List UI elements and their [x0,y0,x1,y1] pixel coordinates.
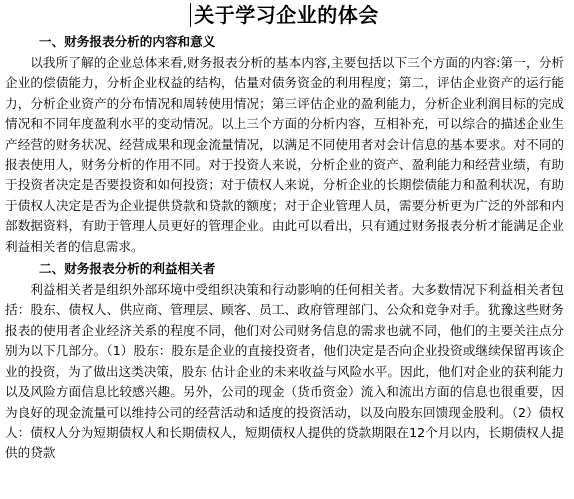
section-body-stakeholders: 利益相关者是组织外部环境中受组织决策和行动影响的任何相关者。大多数情况下利益相关者包括：股东、债权人、供应商、管理层、顾客、员工、政府管理部门、公众和竞争对手。犹豫这些财务报表的使用者企业经济关系的程度不同，他们对公司财务信息的需求也就不同，他们的主要关注点分别为以下几部分。（1）股东：股东是企业的直接投资者，他们决定是否向企业投资或继续保留再该企业的投资，为了做出这类决策，股东 估计企业的未来收益与风险水平。因此，他们对企业的获利能力以及风险方面信息比较感兴趣。另外，公司的现金（货币资金）流入和流出方面的信息也很重要，因为良好的现金流量可以维持公司的经营活动和适度的投资活动，以及向股东回馈现金股利。（2）债权人：债权人分为短期债权人和长期债权人，短期债权人提供的贷款期限在12个月以内，长期债权人提供的贷款 [5,282,564,461]
document-title: 关于学习企业的体会 [190,3,379,27]
section-body-financial-analysis: 以我所了解的企业总体来看,财务报表分析的基本内容,主要包括以下三个方面的内容:第一，分析企业的偿债能力，分析企业权益的结构，估量对债务资金的利用程度；第二，评估企业资产的运行能力，分析企业资产的分布情况和周转使用情况；第三评估企业的盈利能力，分析企业利润目标的完成情况和不同年度盈利水平的变动情况。以上三个方面的分析内容，互相补充，可以综合的描述企业生产经营的财务状况、经营成果和现金流量情况，以满足不同使用者对会计信息的基本要求。对不同的报表使用人，财务分析的作用不同。对于投资人来说，分析企业的资产、盈利能力和经营业绩，有助于投资者决定是否要投资和如何投资；对于债权人来说，分析企业的长期偿债能力和盈利状况，有助于债权人决定是否为企业提供贷款和贷款的额度；对于企业管理人员，需要分析更为广泛的外部和内部数据资料，有助于管理人员更好的管理企业。由此可以看出，只有通过财务报表分析才能满足企业利益相关者的信息需求。 [5,55,564,254]
section-heading-stakeholders: 二、财务报表分析的利益相关者 [39,261,216,277]
title-row [5,0,564,31]
section-heading-financial-analysis: 一、财务报表分析的内容和意义 [39,34,216,49]
